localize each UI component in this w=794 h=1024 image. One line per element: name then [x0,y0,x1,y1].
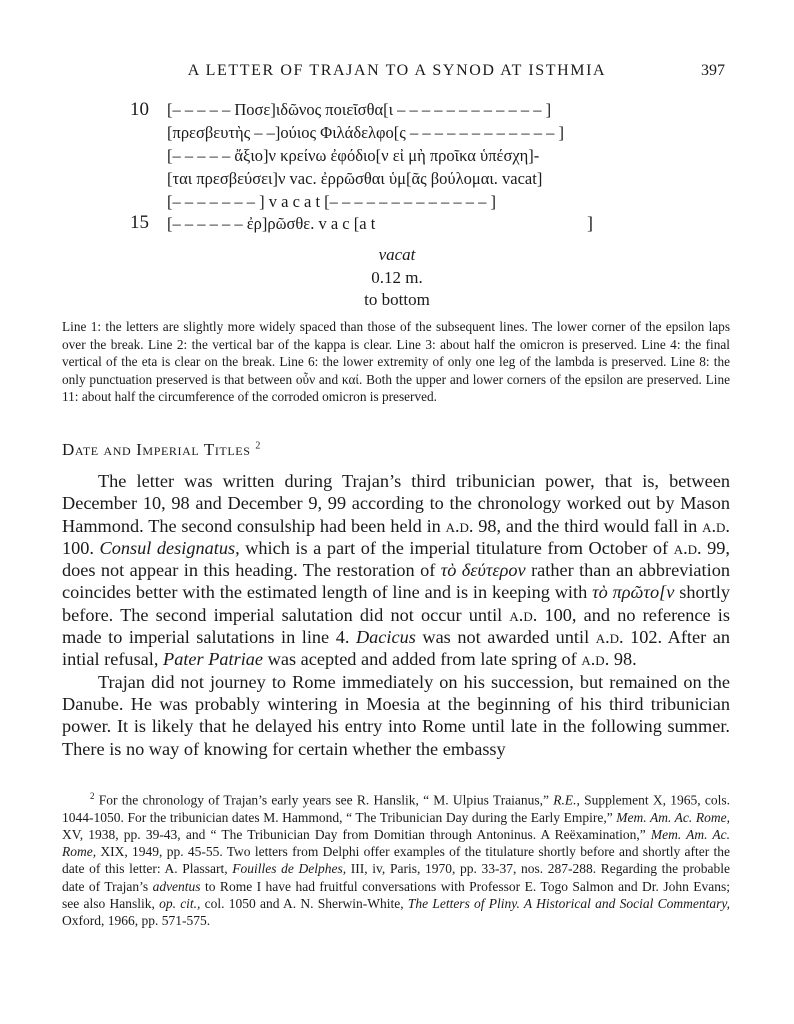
measurement: 0.12 m. [371,268,423,287]
inscription-line: [πρεσβευτὴς – –]ούιος Φιλάδελφο[ς – – – – – – – – – – – – ] [167,123,564,142]
inscription-closing-bracket: ] [587,213,593,233]
section-heading: Date and Imperial Titles $^2$ [62,440,261,459]
line-number-10: 10 [130,99,149,120]
epigraphic-notes: Line 1: the letters are slightly more widely spaced than those of the subsequent lines. The lower corner of the epsilon laps over the break. Line 2: the vertical bar of the kappa is clear. Line 3: about half the omicron is preserved. Line 4: the final vertical of the eta is clear on the break. Line 6: the lower extremity of only one leg of the lambda is preserved. Line 8: the only punctuation preserved is that between οὖν and καί. Both the upper and lower corners of the epsilon are preserved. Line 11: about half the circumference of the corroded omicron is preserved. [62,319,730,405]
inscription-line: [– – – – – – – ] v a c a t [– – – – – – – – – – – – – ] [167,192,497,211]
line-number-15: 15 [130,212,149,233]
inscription-line: [– – – – – – ἐρ]ρῶσθε. v a c [a t [167,214,376,233]
to-bottom: to bottom [364,290,430,309]
footnote: $^2$ For the chronology of Trajan’s early years see R. Hanslik, “ M. Ulpius Traianus,” R.E., Supplement X, 1965, cols. 1044-1050. For the tribunician dates M. Hammond, “ The Tribunician Day during the Early Empire,” Mem. Am. Ac. Rome, XV, 1938, pp. 39-43, and “ The Tribunician Day from Domitian through Antoninus. A Reëxamination,” Mem. Am. Ac. Rome, XIX, 1949, pp. 45-55. Two letters from Delphi offer examples of the titulature shortly before and shortly after the date of this letter: A. Plassart, Fouilles de Delphes, III, iv, Paris, 1970, pp. 33-37, nos. 287-288. Regarding the probable date of Trajan’s adventus to Rome I have had fruitful conversations with Professor E. Togo Salmon and Dr. John Evans; see also Hanslik, op. cit., col. 1050 and A. N. Sherwin-White, The Letters of Pliny. A Historical and Social Commentary, Oxford, 1966, pp. 571-575. [62,791,731,928]
inscription-line: [– – – – – Ποσε]ιδῶνος ποιεῖσθα[ι – – – – – – – – – – – – ] [167,100,552,119]
inscription-line: [ται πρεσβεύσει]ν vac. ἐρρῶσθαι ὑμ[ᾶς βούλομαι. vacat] [167,169,543,188]
running-header-title: A LETTER OF TRAJAN TO A SYNOD AT ISTHMIA [187,62,607,79]
vacat-label: vacat [378,245,416,264]
body-paragraph-1: The letter was written during Trajan’s third tribunician power, that is, between December 10, 98 and December 9, 99 according to the chronology worked out by Mason Hammond. The second consulship had been held in a.d. 98, and the third would fall in a.d. 100. Consul designatus, which is a part of the imperial titulature from October of a.d. 99, does not appear in this heading. The restoration of τὸ δεύτερον rather than an abbreviation coincides better with the estimated length of line and is in keeping with τὸ πρῶτο[ν shortly before. The second imperial salutation did not occur until a.d. 100, and no reference is made to imperial salutations in line 4. Dacicus was not awarded until a.d. 102. After an intial refusal, Pater Patriae was acepted and added from late spring of a.d. 98. Trajan did not journey to Rome immediately on his succession, but remained on the Danube. He was probably wintering in Moesia at the beginning of his third tribunician power. It is likely that he delayed his entry into Rome until late in the following summer. There is no way of knowing for certain whether the embassy [62,471,731,759]
body-paragraph-2: Trajan did not journey to Rome immediately on his succession, but remained on the Danube. He was probably wintering in Moesia at the beginning of his third tribunician power. It is likely that he delayed his entry into Rome until late in the following summer. There is no way of knowing for certain whether the embassy [62,671,730,759]
inscription-line: [– – – – – ἄξιο]ν κρείνω ἐφόδιο[ν εἰ μὴ προῖκα ὑπέσχη]- [167,146,540,165]
footnote-ref: 2 [255,440,261,452]
page-number: 397 [701,62,725,79]
